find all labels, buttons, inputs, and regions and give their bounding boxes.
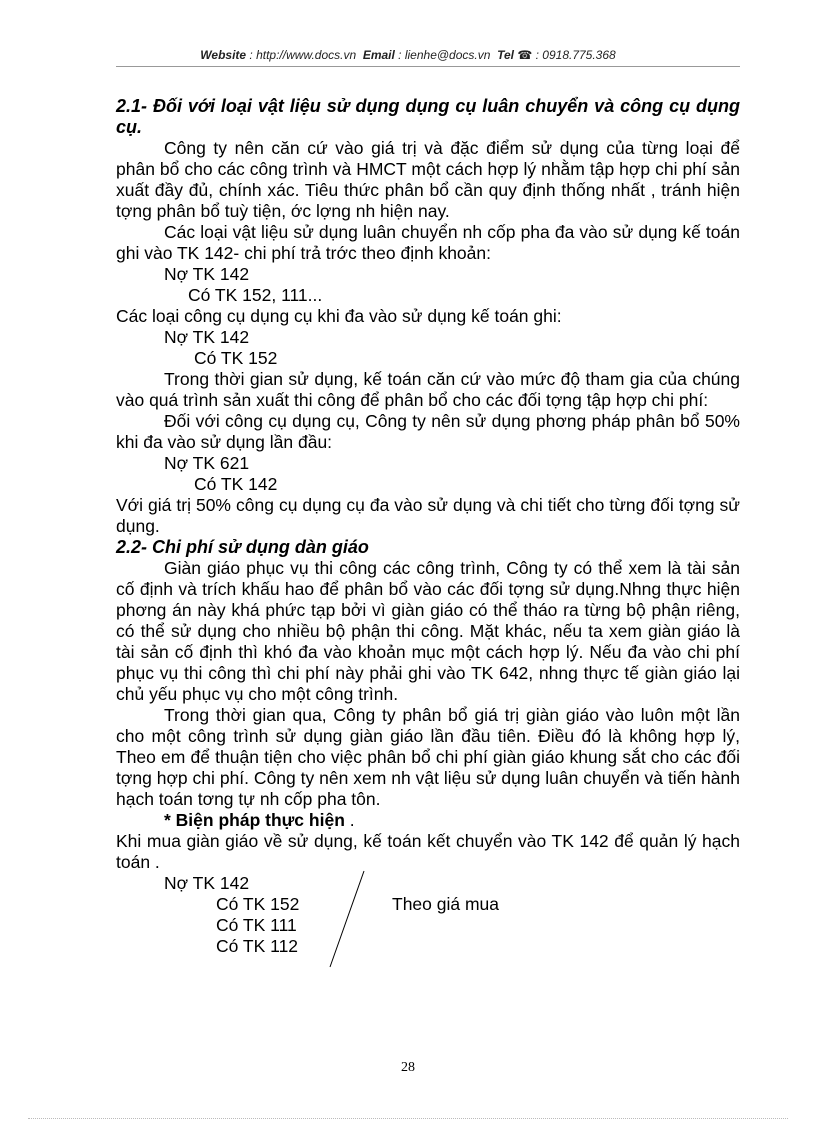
journal-entry-block xyxy=(116,873,740,957)
paragraph: Khi mua giàn giáo về sử dụng, kế toán kết chuyển vào TK 142 để quản lý hạch toán . xyxy=(116,831,740,872)
page-content xyxy=(116,96,740,957)
paragraph: Với giá trị 50% công cụ dụng cụ đa vào sử dụng và chi tiết cho từng đối tợng sử dụng. xyxy=(116,495,740,536)
email-value: : lienhe@docs.vn xyxy=(398,48,491,62)
website-value: : http://www.docs.vn xyxy=(249,48,357,62)
entry-credit: Có TK 152 xyxy=(216,894,300,914)
paragraph: Các loại vật liệu sử dụng luân chuyển nh cốp pha đa vào sử dụng kế toán ghi vào TK 142- chi phí trả trớc theo định khoản: xyxy=(116,222,740,263)
paragraph: Giàn giáo phục vụ thi công các công trình, Công ty có thể xem là tài sản cố định và trích khấu hao để phân bổ vào các đối tợng sử dụng.Nhng thực hiện phơng án này khá phức tạp bởi vì giàn giáo có thể tháo ra từng bộ phận riêng, có thể sử dụng cho nhiều bộ phận thi công. Mặt khác, nếu ta xem giàn giáo là tài sản cố định thì khó đa vào khoản mục một cách hợp lý. Nếu đa vào chi phí phục vụ thi công thì chi phí này phải ghi vào TK 642, nhng thực tế giàn giáo lại chủ yếu phục vụ cho một công trình. xyxy=(116,558,740,704)
entry-debit: Nợ TK 142 xyxy=(164,873,250,893)
slash-line xyxy=(330,871,364,967)
paragraph: Công ty nên căn cứ vào giá trị và đặc điểm sử dụng của từng loại để phân bổ cho các công trình và HMCT một cách hợp lý nhằm tập hợp chi phí sản xuất đầy đủ, chính xác. Tiêu thức phân bổ cần quy định thống nhất , tránh hiện tợng phân bổ tuỳ tiện, ớc lợng nh hiện nay. xyxy=(116,138,740,221)
measure-title: * Biện pháp thực hiện xyxy=(164,810,345,830)
website-label: Website xyxy=(200,48,247,62)
page-header xyxy=(0,48,816,62)
entry-debit: Nợ TK 142 xyxy=(164,264,250,284)
phone-icon: ☎ xyxy=(517,48,533,62)
entry-credit: Có TK 152 xyxy=(194,348,278,368)
measure-dot: . xyxy=(344,810,355,830)
paragraph: Trong thời gian sử dụng, kế toán căn cứ vào mức độ tham gia của chúng vào quá trình sản xuất thi công để phân bổ cho các đối tợng tập hợp chi phí: xyxy=(116,369,740,410)
section-heading-2-2: 2.2- Chi phí sử dụng dàn giáo xyxy=(116,537,369,557)
paragraph: Các loại công cụ dụng cụ khi đa vào sử dụng kế toán ghi: xyxy=(116,306,562,326)
entry-credit: Có TK 152, 111... xyxy=(188,285,323,305)
paragraph: Trong thời gian qua, Công ty phân bổ giá trị giàn giáo vào luôn một lần cho một công trình sử dụng giàn giáo lần đầu tiên. Điều đó là không hợp lý, Theo em để thuận tiện cho việc phân bổ chi phí giàn giáo khung sắt cho các đối tợng hợp chi phí. Công ty nên xem nh vật liệu sử dụng luân chuyển và tiến hành hạch toán tơng tự nh cốp pha tôn. xyxy=(116,705,740,809)
page-number: 28 xyxy=(401,1060,415,1075)
entry-note: Theo giá mua xyxy=(392,894,500,914)
entry-credit: Có TK 142 xyxy=(194,474,278,494)
tel-value: : 0918.775.368 xyxy=(535,48,616,62)
entry-credit: Có TK 111 xyxy=(216,915,297,935)
email-label: Email xyxy=(362,48,395,62)
tel-label: Tel xyxy=(497,48,514,62)
header-divider xyxy=(116,66,740,67)
measure-heading xyxy=(116,810,740,831)
paragraph: Đối với công cụ dụng cụ, Công ty nên sử dụng phơng pháp phân bổ 50% khi đa vào sử dụng lần đầu: xyxy=(116,411,740,452)
entry-credit: Có TK 112 xyxy=(216,936,299,956)
section-heading-2-1: 2.1- Đối với loại vật liệu sử dụng dụng cụ luân chuyển và công cụ dụng cụ. xyxy=(116,96,740,137)
slash-divider xyxy=(326,869,366,969)
entry-debit: Nợ TK 142 xyxy=(164,327,250,347)
entry-debit: Nợ TK 621 xyxy=(164,453,250,473)
footer-divider xyxy=(28,1118,788,1119)
